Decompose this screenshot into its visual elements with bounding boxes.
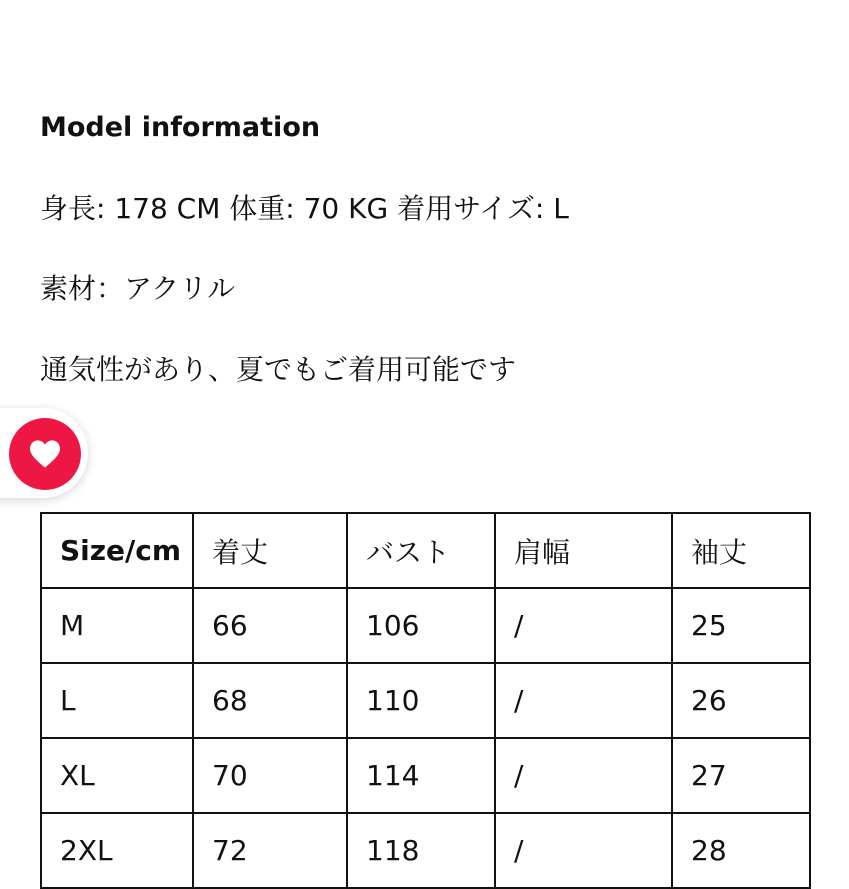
table-cell-shoulder: /: [495, 738, 672, 813]
table-cell-shoulder: /: [495, 663, 672, 738]
table-row: [41, 588, 810, 663]
table-cell-sleeve: 25: [672, 588, 810, 663]
model-measurements: 身長: 178 CM 体重: 70 KG 着用サイズ: L: [40, 192, 569, 225]
table-cell-size: XL: [41, 738, 193, 813]
table-cell-sleeve: 26: [672, 663, 810, 738]
heart-icon: [28, 439, 62, 469]
model-info-title: Model information: [40, 112, 321, 143]
header-bust: バスト: [347, 513, 495, 588]
breathability-note: 通気性があり、夏でもご着用可能です: [40, 353, 517, 386]
header-shoulder: 肩幅: [495, 513, 672, 588]
table-row: [41, 663, 810, 738]
header-sleeve: 袖丈: [672, 513, 810, 588]
table-cell-bust: 114: [347, 738, 495, 813]
table-cell-length: 68: [193, 663, 347, 738]
table-cell-length: 72: [193, 813, 347, 888]
table-cell-bust: 118: [347, 813, 495, 888]
size-table-header-row: [41, 513, 810, 588]
header-size: Size/cm: [41, 513, 193, 588]
size-chart-table: [40, 512, 811, 889]
table-row: [41, 813, 810, 888]
table-cell-length: 66: [193, 588, 347, 663]
table-cell-size: 2XL: [41, 813, 193, 888]
table-cell-shoulder: /: [495, 813, 672, 888]
table-cell-bust: 110: [347, 663, 495, 738]
table-cell-bust: 106: [347, 588, 495, 663]
table-row: [41, 738, 810, 813]
header-length: 着丈: [193, 513, 347, 588]
favorite-button[interactable]: [9, 418, 81, 490]
table-cell-length: 70: [193, 738, 347, 813]
table-cell-size: L: [41, 663, 193, 738]
table-cell-size: M: [41, 588, 193, 663]
table-cell-sleeve: 28: [672, 813, 810, 888]
table-cell-shoulder: /: [495, 588, 672, 663]
material-info: 素材：アクリル: [40, 272, 236, 305]
table-cell-sleeve: 27: [672, 738, 810, 813]
